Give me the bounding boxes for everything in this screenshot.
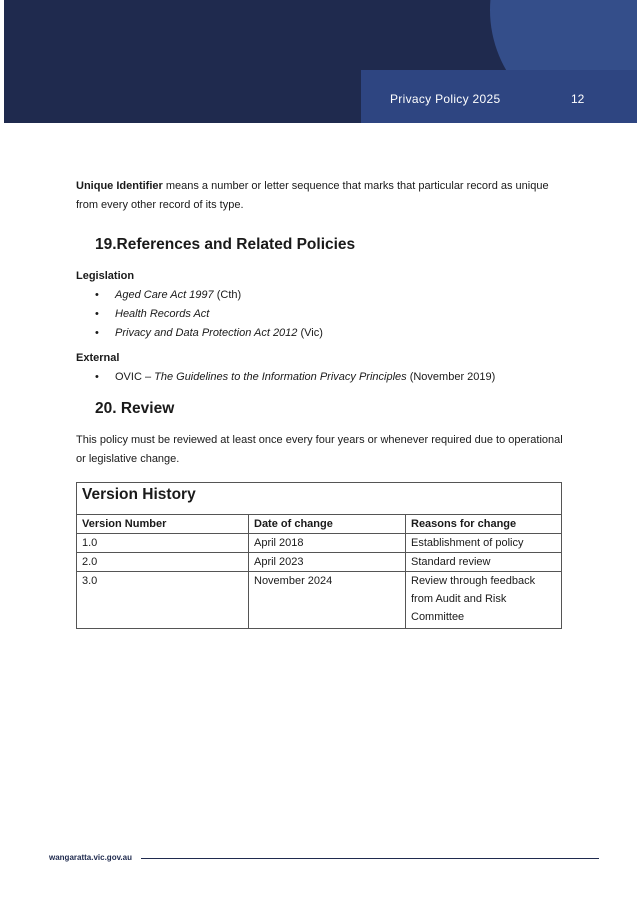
unique-identifier-definition (76, 177, 566, 215)
footer-divider (141, 858, 599, 859)
definition-text: means a number or letter sequence that marks that particular record as unique from every other record of its type. (76, 180, 549, 211)
page-content (76, 177, 566, 629)
table-cell: April 2023 (249, 553, 406, 572)
table-cell: 1.0 (77, 534, 249, 553)
list-item (115, 305, 566, 324)
external-subheading: External (76, 352, 120, 364)
table-cell: November 2024 (249, 572, 406, 629)
table-header-row (77, 515, 562, 534)
table-row (77, 553, 562, 572)
page-number: 12 (571, 92, 585, 106)
footer-url: wangaratta.vic.gov.au (49, 853, 132, 862)
list-item-suffix: (Cth) (213, 289, 242, 301)
list-item-suffix: (Vic) (297, 327, 323, 339)
legislation-subheading: Legislation (76, 270, 135, 282)
table-cell: Standard review (406, 553, 562, 572)
table-row (77, 572, 562, 629)
list-item-title: Aged Care Act 1997 (115, 289, 214, 301)
version-history-title: Version History (77, 483, 562, 515)
external-list (76, 368, 566, 387)
review-text: This policy must be reviewed at least once every four years or whenever required due to operational or legislative change. (76, 434, 563, 465)
version-history-table (76, 482, 562, 629)
column-header-version: Version Number (77, 515, 249, 534)
list-item (115, 368, 566, 387)
legislation-list (76, 286, 566, 343)
definition-term: Unique Identifier (76, 180, 163, 192)
section-20-heading: 20. Review (95, 400, 175, 417)
list-item-suffix: (November 2019) (406, 371, 496, 383)
table-cell: Establishment of policy (406, 534, 562, 553)
table-cell: Review through feedback from Audit and Risk Committee (406, 572, 562, 629)
list-item-title: Health Records Act (115, 308, 210, 320)
column-header-reason: Reasons for change (406, 515, 562, 534)
list-item (115, 324, 566, 343)
list-item-prefix: OVIC – (115, 371, 155, 383)
list-item (115, 286, 566, 305)
document-title: Privacy Policy 2025 (390, 92, 501, 106)
column-header-date: Date of change (249, 515, 406, 534)
page-header (4, 0, 637, 123)
list-item-title: Privacy and Data Protection Act 2012 (115, 327, 298, 339)
list-item-title: The Guidelines to the Information Privacy Principles (154, 371, 407, 383)
table-cell: 3.0 (77, 572, 249, 629)
table-row (77, 534, 562, 553)
table-cell: 2.0 (77, 553, 249, 572)
section-19-heading: 19.References and Related Policies (95, 236, 356, 253)
table-cell: April 2018 (249, 534, 406, 553)
